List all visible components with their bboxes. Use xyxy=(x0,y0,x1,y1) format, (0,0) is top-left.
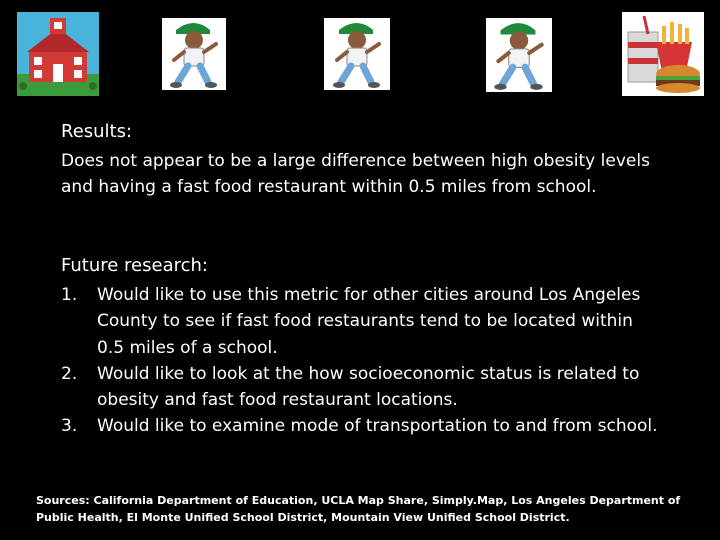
results-heading: Results: xyxy=(61,121,133,142)
sources-note: Sources: California Department of Education, UCLA Map Share, Simply.Map, Los Angeles Department of Public Health, El Monte Unified School District, Mountain View Unified School District. xyxy=(36,494,681,524)
fast-food-icon xyxy=(622,12,704,96)
list-item-text: Would like to look at the how socioeconomic status is related to obesity and fast food restaurant locations. xyxy=(97,363,640,411)
list-item-number: 1. xyxy=(61,285,78,305)
list-item-text: Would like to examine mode of transportation to and from school. xyxy=(97,416,658,437)
future-research-list xyxy=(61,282,661,440)
list-item-number: 3. xyxy=(61,416,78,437)
results-text: Does not appear to be a large difference between high obesity levels and having a fast food restaurant within 0.5 miles from school. xyxy=(61,151,650,197)
school-house-icon xyxy=(17,12,99,96)
list-item-text: Would like to use this metric for other cities around Los Angeles County to see if fast food restaurants tend to be located within 0.5 miles of a school. xyxy=(97,285,641,358)
list-item xyxy=(61,361,661,414)
list-item xyxy=(61,282,661,361)
walking-boy-icon xyxy=(486,18,552,92)
walking-boy-icon xyxy=(324,18,390,90)
walking-boy-icon xyxy=(162,18,226,90)
future-research-heading: Future research: xyxy=(61,255,208,276)
list-item xyxy=(61,413,661,439)
list-item-number: 2. xyxy=(61,363,78,384)
